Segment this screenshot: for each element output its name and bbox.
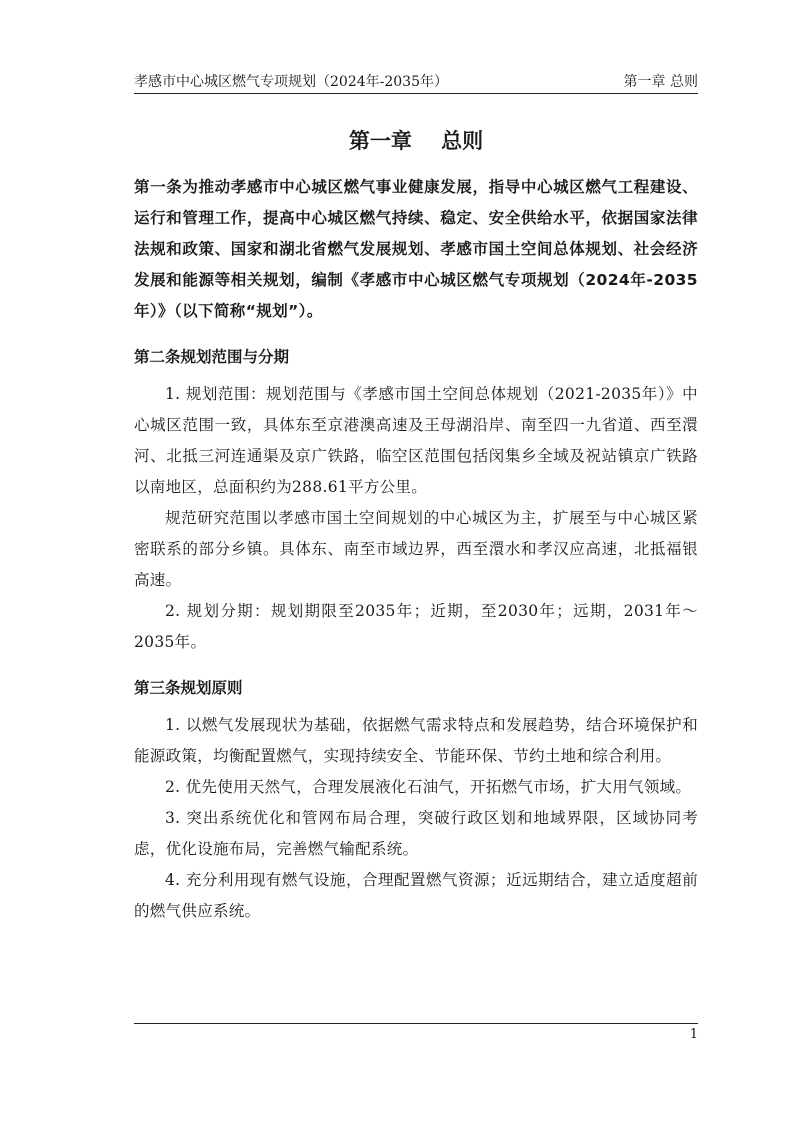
article-3-title: 第三条规划原则 [134, 679, 243, 697]
article-3-paragraph: 4. 充分利用现有燃气设施，合理配置燃气资源；近远期结合，建立适度超前的燃气供应系统。 [134, 871, 698, 920]
article-2-paragraph: 2. 规划分期：规划期限至2035年；近期，至2030年；远期，2031年～2035年。 [134, 602, 698, 651]
document-body [134, 172, 698, 927]
article-2-paragraph: 1. 规划范围：规划范围与《孝感市国土空间总体规划（2021-2035年）》中心城区范围一致，具体东至京港澳高速及王母湖沿岸、南至四一九省道、西至澴河、北抵三河连通渠及京广铁路，临空区范围包括闵集乡全域及祝站镇京广铁路以南地区，总面积约为288.61平方公里。 [134, 385, 698, 496]
chapter-title: 第一章 总则 [348, 129, 484, 153]
article-1-paragraph: 第一条为推动孝感市中心城区燃气事业健康发展，指导中心城区燃气工程建设、运行和管理工作，提高中心城区燃气持续、稳定、安全供给水平，依据国家法律法规和政策、国家和湖北省燃气发展规划、孝感市国土空间总体规划、社会经济发展和能源等相关规划，编制《孝感市中心城区燃气专项规划（2024年-2035年）》（以下简称“规划”）。 [134, 178, 698, 320]
article-3-paragraph: 2. 优先使用天然气，合理发展液化石油气，开拓燃气市场，扩大用气领域。 [165, 778, 692, 796]
header-chapter-label: 第一章 总则 [623, 74, 698, 90]
page-header [134, 72, 698, 92]
article-2-paragraph: 规范研究范围以孝感市国土空间规划的中心城区为主，扩展至与中心城区紧密联系的部分乡镇。具体东、南至市域边界，西至澴水和孝汉应高速，北抵福银高速。 [134, 509, 698, 589]
article-3-paragraph: 1. 以燃气发展现状为基础，依据燃气需求特点和发展趋势，结合环境保护和能源政策，均衡配置燃气，实现持续安全、节能环保、节约土地和综合利用。 [134, 716, 698, 765]
header-divider [134, 93, 698, 94]
article-2-title: 第二条规划范围与分期 [134, 348, 290, 366]
header-document-title: 孝感市中心城区燃气专项规划（2024年-2035年） [134, 74, 448, 90]
page-number: 1 [689, 1027, 698, 1042]
article-3-paragraph: 3. 突出系统优化和管网布局合理，突破行政区划和地域界限，区域协同考虑，优化设施布局，完善燃气输配系统。 [134, 809, 698, 858]
footer-divider [134, 1023, 698, 1024]
